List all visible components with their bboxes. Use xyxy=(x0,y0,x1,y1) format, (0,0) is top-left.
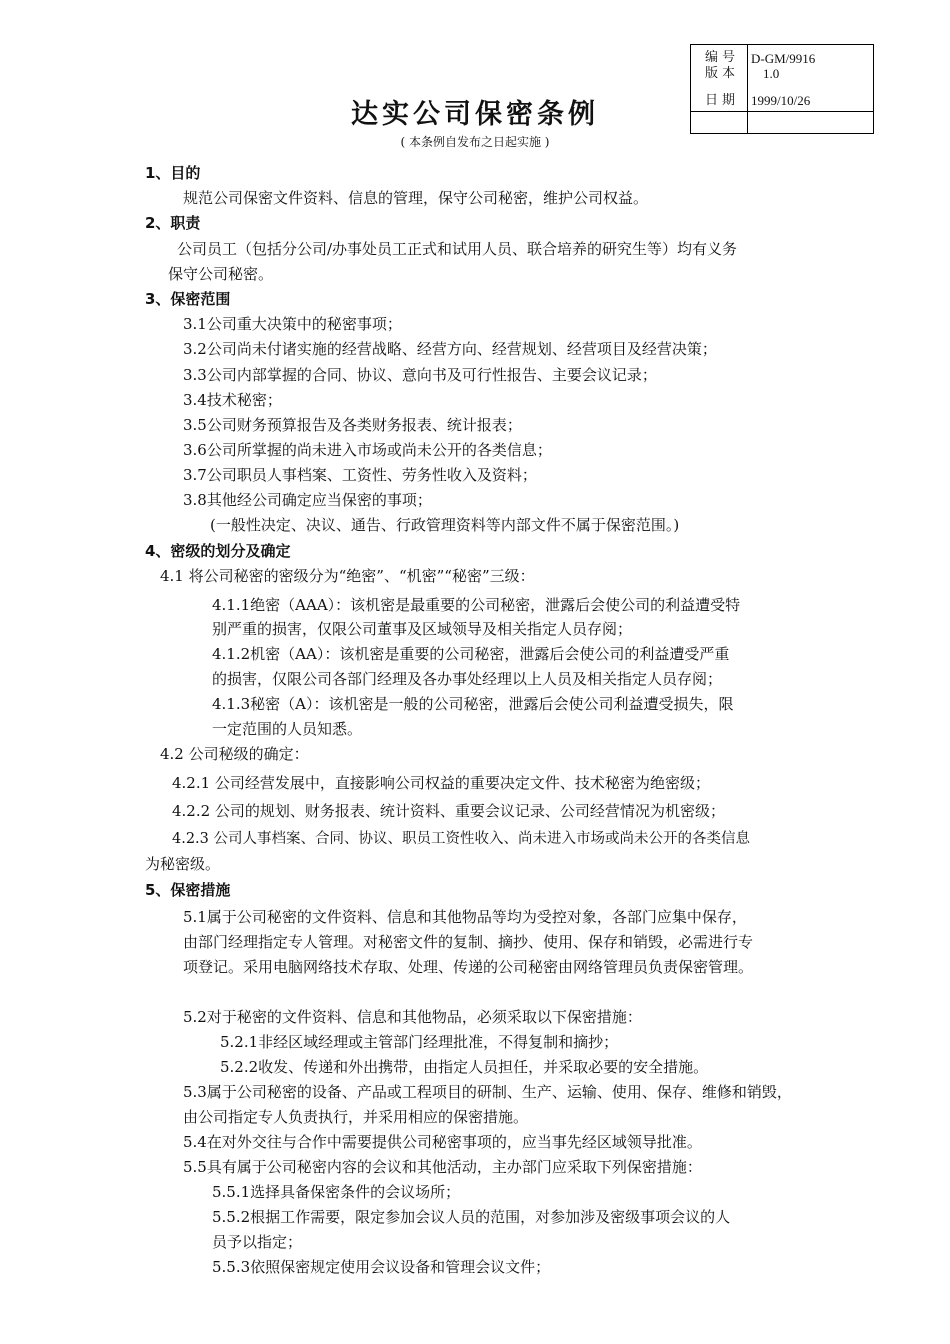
paragraph: 5.1属于公司秘密的文件资料、信息和其他物品等均为受控对象，各部门应集中保存， xyxy=(183,908,747,926)
paragraph: 规范公司保密文件资料、信息的管理，保守公司秘密，维护公司权益。 xyxy=(183,189,649,207)
document-subtitle: ( 本条例自发布之日起实施 ) xyxy=(400,135,550,149)
list-item: 3.8其他经公司确定应当保密的事项； xyxy=(183,491,432,509)
list-item: 3.4技术秘密； xyxy=(183,391,282,409)
paragraph: 公司员工（包括分公司/办事处员工正式和试用人员、联合培养的研究生等）均有义务 xyxy=(177,240,738,258)
list-item: 3.7公司职员人事档案、工资性、劳务性收入及资料； xyxy=(183,466,537,484)
list-item: 3.6公司所掌握的尚未进入市场或尚未公开的各类信息； xyxy=(183,441,552,459)
paragraph: 5.5.2根据工作需要，限定参加会议人员的范围，对参加涉及密级事项会议的人 xyxy=(212,1208,731,1226)
paragraph: 4.1 将公司秘密的密级分为“绝密”、“机密”“秘密”三级： xyxy=(160,567,535,585)
paragraph: 5.2.1非经区域经理或主管部门经理批准，不得复制和摘抄； xyxy=(220,1033,619,1051)
section-heading: 2、职责 xyxy=(145,214,201,232)
paragraph: 项登记。采用电脑网络技术存取、处理、传递的公司秘密由网络管理员负责保密管理。 xyxy=(183,958,754,976)
paragraph: 由部门经理指定专人管理。对秘密文件的复制、摘抄、使用、保存和销毁，必需进行专 xyxy=(183,933,754,951)
paragraph: 4.1.1绝密（AAA）：该机密是最重要的公司秘密，泄露后会使公司的利益遭受特 xyxy=(212,596,741,614)
doc-number-value: D-GM/9916 xyxy=(751,51,816,66)
list-item: 3.5公司财务预算报告及各类财务报表、统计报表； xyxy=(183,416,522,434)
doc-number-label: 编号 xyxy=(705,50,740,65)
list-item: 3.2公司尚未付诸实施的经营战略、经营方向、经营规划、经营项目及经营决策； xyxy=(183,340,717,358)
paragraph: 4.2.2 公司的规划、财务报表、统计资料、重要会议记录、公司经营情况为机密级； xyxy=(172,802,725,820)
version-value: 1.0 xyxy=(763,66,780,81)
paragraph: 5.5.3依照保密规定使用会议设备和管理会议文件； xyxy=(212,1258,551,1276)
paragraph: 4.1.3秘密（A）：该机密是一般的公司秘密，泄露后会使公司利益遭受损失，限 xyxy=(212,695,734,713)
paragraph: 5.3属于公司秘密的设备、产品或工程项目的研制、生产、运输、使用、保存、维修和销毁， xyxy=(183,1083,792,1101)
version-label: 版本 xyxy=(705,66,740,81)
paragraph: 4.2.1 公司经营发展中，直接影响公司权益的重要决定文件、技术秘密为绝密级； xyxy=(172,774,710,792)
paragraph: 的损害，仅限公司各部门经理及各办事处经理以上人员及相关指定人员存阅； xyxy=(212,670,723,688)
paragraph: 由公司指定专人负责执行，并采用相应的保密措施。 xyxy=(183,1108,529,1126)
paragraph: 5.2.2收发、传递和外出携带，由指定人员担任，并采取必要的安全措施。 xyxy=(220,1058,709,1076)
paragraph: 5.2对于秘密的文件资料、信息和其他物品，必须采取以下保密措施： xyxy=(183,1008,642,1026)
section-heading: 1、目的 xyxy=(145,164,201,182)
paragraph: 一定范围的人员知悉。 xyxy=(212,720,363,738)
section-heading: 3、保密范围 xyxy=(145,290,231,308)
note: (一般性决定、决议、通告、行政管理资料等内部文件不属于保密范围。) xyxy=(210,516,680,534)
paragraph: 4.2.3 公司人事档案、合同、协议、职员工资性收入、尚未进入市场或尚未公开的各类信息 xyxy=(172,831,750,847)
paragraph: 别严重的损害，仅限公司董事及区域领导及相关指定人员存阅； xyxy=(212,620,633,638)
document-title: 达实公司保密条例 xyxy=(351,99,599,130)
paragraph: 为秘密级。 xyxy=(145,855,221,873)
section-heading: 5、保密措施 xyxy=(145,881,231,899)
paragraph: 5.4在对外交往与合作中需要提供公司秘密事项的，应当事先经区域领导批准。 xyxy=(183,1133,702,1151)
paragraph: 员予以指定； xyxy=(212,1233,303,1251)
list-item: 3.1公司重大决策中的秘密事项； xyxy=(183,315,402,333)
date-label: 日期 xyxy=(705,93,740,108)
paragraph: 5.5.1选择具备保密条件的会议场所； xyxy=(212,1183,461,1201)
section-heading: 4、密级的划分及确定 xyxy=(145,542,291,560)
paragraph: 5.5具有属于公司秘密内容的会议和其他活动，主办部门应采取下列保密措施： xyxy=(183,1158,702,1176)
paragraph: 4.2 公司秘级的确定： xyxy=(160,745,309,763)
paragraph: 4.1.2机密（AA）：该机密是重要的公司秘密，泄露后会使公司的利益遭受严重 xyxy=(212,645,730,663)
date-value: 1999/10/26 xyxy=(751,93,811,108)
list-item: 3.3公司内部掌握的合同、协议、意向书及可行性报告、主要会议记录； xyxy=(183,366,657,384)
paragraph: 保守公司秘密。 xyxy=(168,265,274,283)
